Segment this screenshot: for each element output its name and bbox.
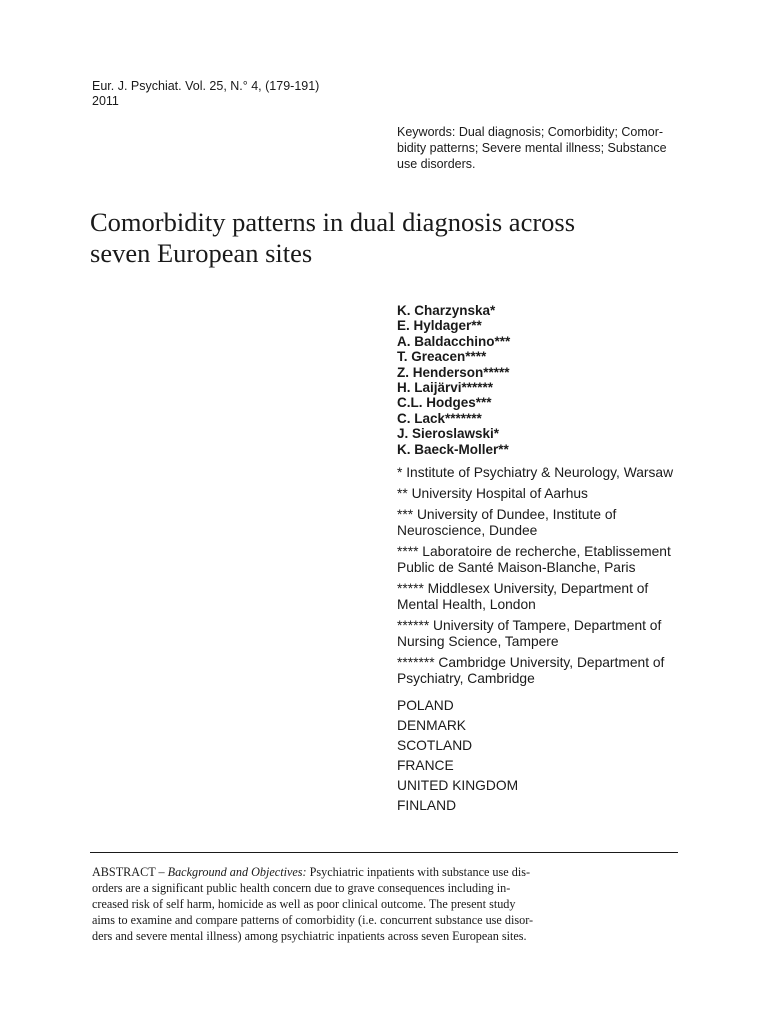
country: FRANCE (397, 758, 454, 773)
abstract-heading: Background and Objectives: (167, 865, 307, 879)
country: DENMARK (397, 718, 466, 733)
abstract-line: ders and severe mental illness) among psychiatric inpatients across seven European sites. (92, 929, 527, 943)
citation-line-1: Eur. J. Psychiat. Vol. 25, N.° 4, (179-191) (92, 79, 320, 93)
affiliation-line: ****** University of Tampere, Department of (397, 618, 662, 633)
affiliation-list (397, 465, 697, 692)
abstract-label: ABSTRACT – (92, 865, 168, 879)
author: K. Baeck-Moller** (397, 441, 509, 457)
author: C. Lack******* (397, 410, 482, 426)
affiliation-line: Nursing Science, Tampere (397, 634, 559, 649)
country: UNITED KINGDOM (397, 778, 519, 793)
citation-line-2: 2011 (92, 94, 119, 108)
affiliation-line: ***** Middlesex University, Department of (397, 581, 649, 596)
country: POLAND (397, 698, 454, 713)
author: Z. Henderson***** (397, 364, 510, 380)
affiliation-line: **** Laboratoire de recherche, Etablissement (397, 544, 671, 559)
affiliation (397, 507, 697, 539)
keywords-line: Keywords: Dual diagnosis; Comorbidity; Comor- (397, 125, 664, 139)
affiliation-line: Neuroscience, Dundee (397, 523, 538, 538)
keywords-line: use disorders. (397, 157, 476, 171)
paper-title (90, 207, 690, 269)
abstract (92, 864, 550, 944)
author: A. Baldacchino*** (397, 333, 511, 349)
affiliation-line: ******* Cambridge University, Department of (397, 655, 665, 670)
affiliation-line: ** University Hospital of Aarhus (397, 486, 588, 501)
affiliation-line: Psychiatry, Cambridge (397, 671, 535, 686)
affiliation-line: *** University of Dundee, Institute of (397, 507, 617, 522)
section-divider (90, 852, 678, 853)
author: H. Laijärvi****** (397, 380, 494, 396)
author: E. Hyldager** (397, 318, 482, 334)
author: J. Sieroslawski* (397, 426, 500, 442)
author: T. Greacen**** (397, 349, 487, 365)
abstract-line (92, 864, 550, 880)
country-list (397, 696, 518, 816)
affiliation-line: * Institute of Psychiatry & Neurology, Warsaw (397, 465, 674, 480)
affiliation (397, 465, 697, 481)
affiliation (397, 486, 697, 502)
keywords-line: bidity patterns; Severe mental illness; Substance (397, 141, 667, 155)
title-line-2: seven European sites (90, 238, 313, 268)
affiliation (397, 618, 697, 650)
abstract-text: Psychiatric inpatients with substance use dis- (306, 865, 531, 879)
abstract-line: creased risk of self harm, homicide as well as poor clinical outcome. The present study (92, 897, 516, 911)
affiliation-line: Mental Health, London (397, 597, 536, 612)
title-line-1: Comorbidity patterns in dual diagnosis across (90, 207, 576, 237)
author-list (397, 303, 510, 457)
affiliation (397, 544, 697, 576)
author: C.L. Hodges*** (397, 395, 492, 411)
country: FINLAND (397, 798, 457, 813)
journal-citation (92, 79, 319, 109)
keywords (397, 124, 687, 172)
abstract-line: orders are a significant public health concern due to grave consequences including in- (92, 881, 511, 895)
affiliation (397, 655, 697, 687)
abstract-line: aims to examine and compare patterns of comorbidity (i.e. concurrent substance use disor- (92, 913, 534, 927)
affiliation-line: Public de Santé Maison-Blanche, Paris (397, 560, 636, 575)
author: K. Charzynska* (397, 303, 496, 318)
country: SCOTLAND (397, 738, 473, 753)
affiliation (397, 581, 697, 613)
